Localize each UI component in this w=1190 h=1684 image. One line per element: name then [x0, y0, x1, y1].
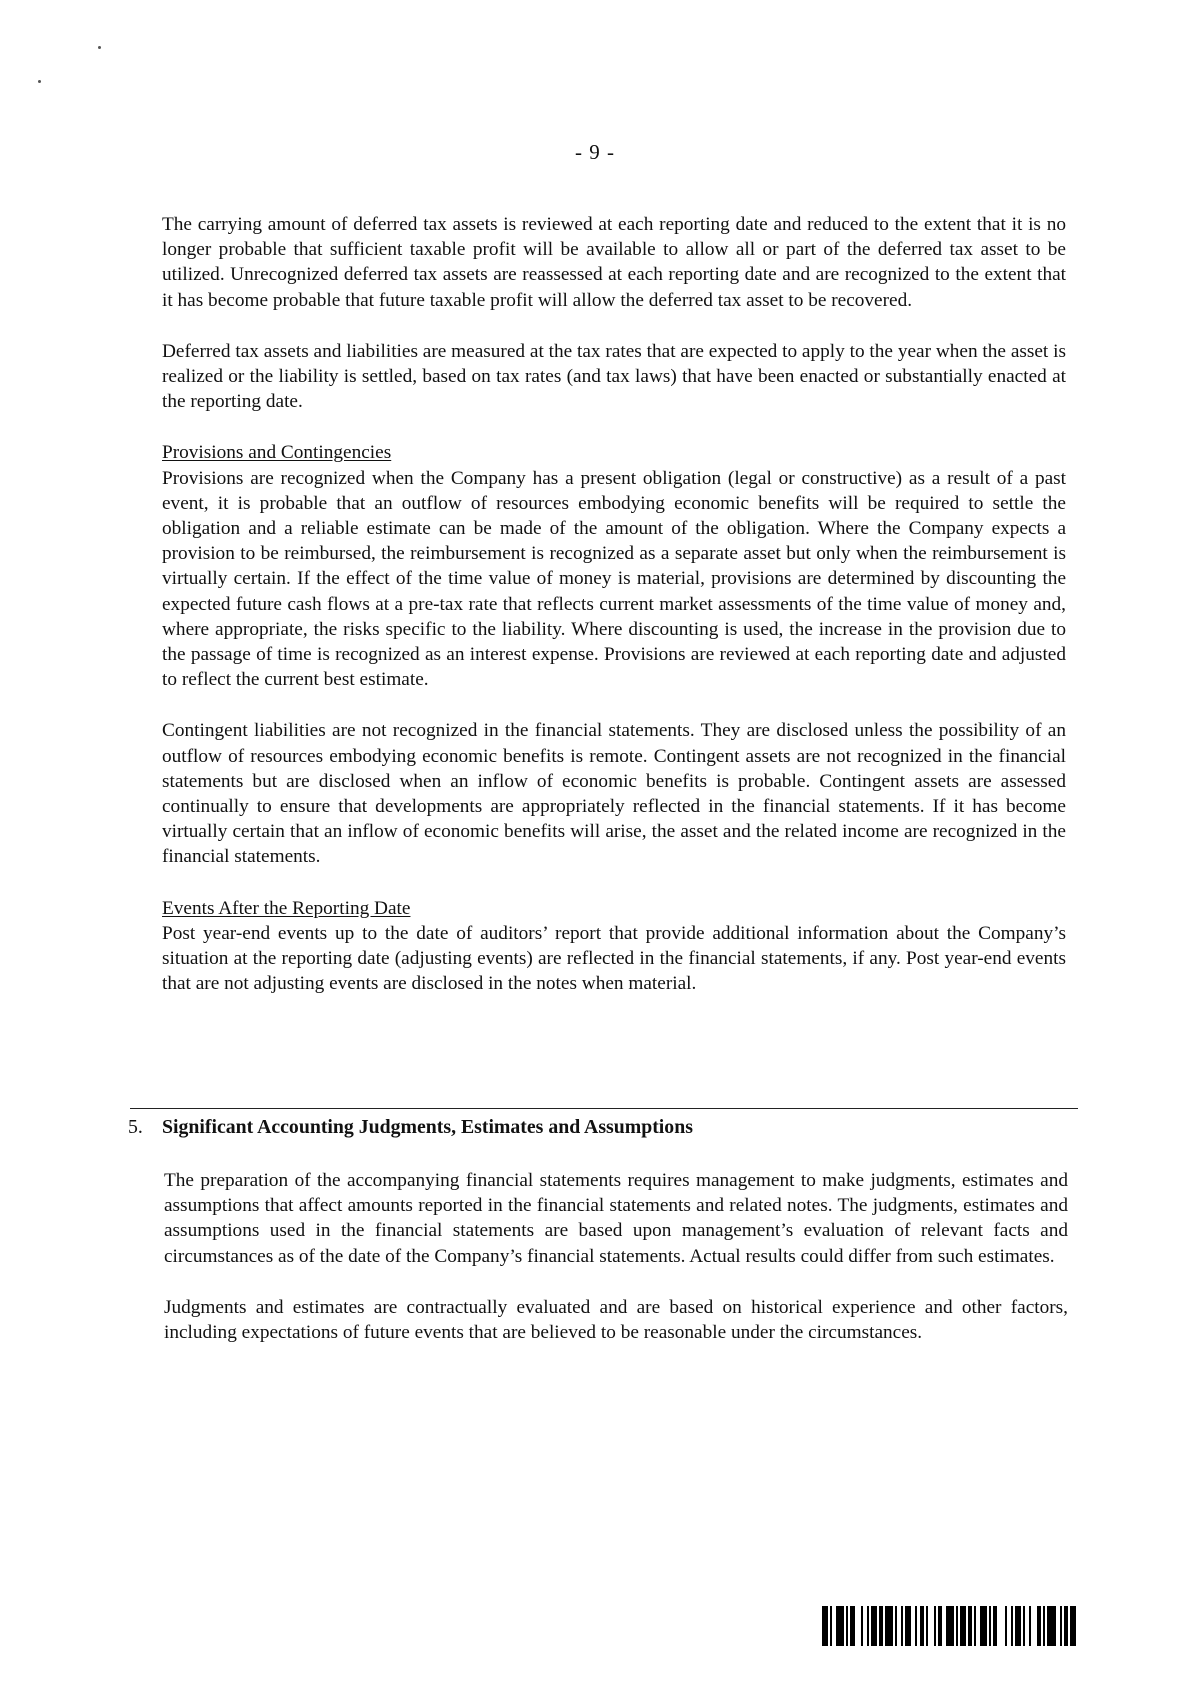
page-number: - 9 - [575, 140, 615, 164]
barcode-icon [822, 1606, 1078, 1646]
scan-speck [98, 46, 101, 49]
paragraph-judgments-evaluation: Judgments and estimates are contractually evaluated and are based on historical experience and other factors, including expectations of future events that are believed to be reasonable under the circumstances. [164, 1296, 1068, 1344]
paragraph-deferred-tax-measurement: Deferred tax assets and liabilities are measured at the tax rates that are expected to apply to the year when the asset is realized or the liability is settled, based on tax rates (and tax laws) that have been enacted or substantially enacted at the reporting date. [162, 340, 1066, 413]
section-divider [130, 1108, 1078, 1109]
barcode-bar [885, 1606, 893, 1646]
section-number: 5. [128, 1116, 143, 1138]
paragraph-provisions: Provisions are recognized when the Company has a present obligation (legal or constructive) as a result of a past event, it is probable that an outflow of resources embodying economic benefits will be required to settle the obligation and a reliable estimate can be made of the amount of the obligation. Where the Company expects a provision to be reimbursed, the reimbursement is recognized as a separate asset but only when the reimbursement is virtually certain. If the effect of the time value of money is material, provisions are determined by discounting the expected future cash flows at a pre-tax rate that reflects current market assessments of the time value of money and, where appropriate, the risks specific to the liability. Where discounting is used, the increase in the provision due to the passage of time is recognized as an interest expense. Provisions are reviewed at each reporting date and adjusted to reflect the current best estimate. [162, 467, 1066, 691]
barcode-bar [946, 1606, 954, 1646]
section-title: Significant Accounting Judgments, Estimates and Assumptions [162, 1116, 693, 1138]
subheading-provisions: Provisions and Contingencies [162, 442, 392, 464]
paragraph-contingencies: Contingent liabilities are not recognized in the financial statements. They are disclosed unless the possibility of an outflow of resources embodying economic benefits is remote. Contingent assets are not recognized in the financial statements but are disclosed when an inflow of economic benefits is probable. Contingent assets are assessed continually to ensure that developments are appropriately reflected in the financial statements. If it has become virtually certain that an inflow of economic benefits will arise, the asset and the related income are recognized in the financial statements. [162, 720, 1066, 868]
barcode-bar [1047, 1606, 1055, 1646]
section-5-body [164, 1168, 1068, 1345]
barcode-bar [836, 1606, 844, 1646]
barcode-bar [1076, 1606, 1078, 1646]
document-body [162, 212, 1066, 996]
paragraph-deferred-tax-carrying: The carrying amount of deferred tax assets is reviewed at each reporting date and reduced to the extent that it is no longer probable that sufficient taxable profit will be available to allow all or part of the deferred tax asset to be utilized. Unrecognized deferred tax assets are reassessed at each reporting date and are recognized to the extent that it has become probable that future taxable profit will allow the deferred tax asset to be recovered. [162, 214, 1066, 311]
barcode-bar [997, 1606, 1005, 1646]
subheading-events: Events After the Reporting Date [162, 897, 411, 919]
paragraph-events: Post year-end events up to the date of auditors’ report that provide additional information about the Company’s situation at the reporting date (adjusting events) are reflected in the financial statements, if any. Post year-end events that are not adjusting events are disclosed in the notes when material. [162, 922, 1066, 995]
paragraph-judgments-preparation: The preparation of the accompanying financial statements requires management to make judgments, estimates and assumptions that affect amounts reported in the financial statements and related notes. The judgments, estimates and assumptions used in the financial statements are based upon management’s evaluation of relevant facts and circumstances as of the date of the Company’s financial statements. Actual results could differ from such estimates. [164, 1170, 1068, 1267]
section-5-heading [128, 1114, 693, 1140]
scan-speck [38, 80, 41, 83]
